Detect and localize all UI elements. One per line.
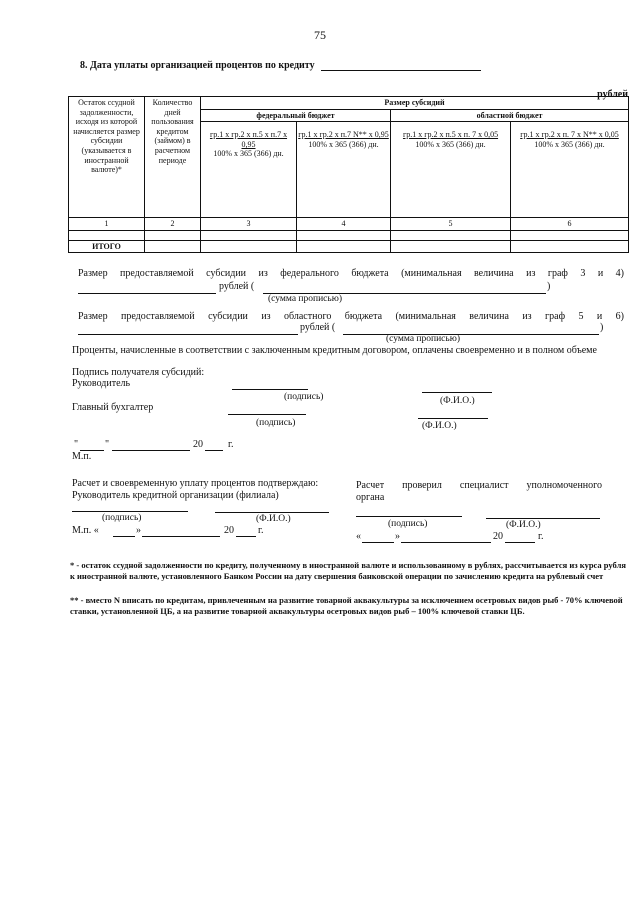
- data-cell[interactable]: [145, 230, 201, 240]
- right-date-day-field[interactable]: [362, 542, 394, 543]
- accountant-signature-field[interactable]: [228, 414, 306, 415]
- col-number-6: 6: [511, 218, 629, 231]
- total-row: [69, 240, 629, 253]
- bank-fio-field[interactable]: [215, 512, 329, 513]
- header-formula-3: [201, 122, 297, 218]
- header-subsidy: Размер субсидий: [201, 97, 629, 110]
- accountant-fio-field[interactable]: [418, 418, 488, 419]
- formula-6-numerator: гр.1 x гр.2 x п. 7 x N** x 0,05: [520, 130, 619, 140]
- footnote-2: ** - вместо N вписать по кредитам, привлеченным на развитие товарной аквакультуры за исключением осетровых видов рыб - 70% ключевой ставки, установленной ЦБ, а на развитие товарной аквакультуры осетровых видов рыб – 100% ключевой ставки ЦБ.: [70, 595, 623, 616]
- chief-accountant-label: Главный бухгалтер: [72, 402, 154, 413]
- left-date-mid: »: [136, 525, 141, 536]
- formula-5-denominator: 100% x 365 (366) дн.: [415, 139, 486, 149]
- total-label: ИТОГО: [69, 240, 145, 253]
- header-formula-5: [391, 122, 511, 218]
- header-days: Количество дней пользования кредитом (займом) в расчетном периоде: [145, 97, 201, 218]
- data-cell[interactable]: [391, 230, 511, 240]
- total-cell[interactable]: [201, 240, 297, 253]
- spec-fio-caption: (Ф.И.О.): [506, 520, 541, 530]
- date-quote-open: ": [74, 439, 79, 450]
- header-federal: федеральный бюджет: [201, 109, 391, 122]
- header-formula-6: [511, 122, 629, 218]
- bank-fio-caption: (Ф.И.О.): [256, 514, 291, 524]
- checked-word-2: проверил: [402, 480, 442, 491]
- right-date-year-suffix: г.: [538, 531, 544, 542]
- federal-subsidy-text: Размер предоставляемой субсидии из федерального бюджета (минимальная величина из граф 3 и 4): [78, 268, 624, 279]
- left-date-year-suffix: г.: [258, 525, 264, 536]
- accountant-fio-caption: (Ф.И.О.): [422, 421, 457, 431]
- interest-paid-statement: Проценты, начисленные в соответствии с заключенным кредитным договором, оплачены своевременно и в полном объеме: [72, 345, 597, 356]
- federal-amount-field[interactable]: [78, 293, 216, 294]
- formula-3-denominator: 100% x 365 (366) дн.: [213, 149, 284, 159]
- left-date-year-field[interactable]: [236, 536, 256, 537]
- spec-signature-field[interactable]: [356, 516, 462, 517]
- accountant-signature-caption: (подпись): [256, 418, 296, 428]
- regional-subsidy-text: Размер предоставляемой субсидии из областного бюджета (минимальная величина из граф 5 и 6): [78, 311, 624, 322]
- checked-line1: [356, 480, 602, 493]
- footnote-1: * - остаток ссудной задолженности по кредиту, полученному в иностранной валюте и использованному в рублях, рассчитывается из курса рубля к иностранной валюте, установленного Банком России на дату свершения банковской операции по зачислению кредита на рублевый счет: [70, 560, 626, 581]
- confirm-line2: Руководитель кредитной организации (филиала): [72, 490, 279, 501]
- formula-6-denominator: 100% x 365 (366) дн.: [534, 139, 605, 149]
- currency-unit: рублей: [597, 89, 628, 100]
- date-year-field[interactable]: [205, 450, 223, 451]
- total-cell[interactable]: [145, 240, 201, 253]
- col-number-5: 5: [391, 218, 511, 231]
- date-year-prefix: 20: [193, 439, 203, 450]
- total-cell[interactable]: [391, 240, 511, 253]
- col-number-2: 2: [145, 218, 201, 231]
- total-cell[interactable]: [511, 240, 629, 253]
- col-number-1: 1: [69, 218, 145, 231]
- right-date-month-field[interactable]: [401, 542, 491, 543]
- head-fio-field[interactable]: [422, 392, 492, 393]
- checked-word-4: уполномоченного: [526, 480, 602, 491]
- col-number-4: 4: [297, 218, 391, 231]
- head-fio-caption: (Ф.И.О.): [440, 396, 475, 406]
- data-cell[interactable]: [511, 230, 629, 240]
- confirm-line1: Расчет и своевременную уплату процентов подтверждаю:: [72, 478, 319, 489]
- right-date-mid: »: [395, 531, 400, 542]
- data-cell[interactable]: [201, 230, 297, 240]
- spec-fio-field[interactable]: [486, 518, 600, 519]
- regional-rub-label: рублей (: [300, 322, 336, 333]
- data-cell[interactable]: [69, 230, 145, 240]
- formula-4-numerator: гр.1 x гр.2 x п.7 N** x 0,95: [298, 130, 389, 140]
- table-row: [69, 230, 629, 240]
- bank-signature-caption: (подпись): [102, 513, 142, 523]
- left-date-year-prefix: 20: [224, 525, 234, 536]
- formula-3-numerator: гр.1 x гр.2 x п.5 x п.7 x 0,95: [209, 130, 288, 149]
- head-signature-field[interactable]: [232, 389, 308, 390]
- federal-words-caption: (сумма прописью): [268, 294, 342, 304]
- date-quote-close: ": [105, 439, 110, 450]
- header-balance: Остаток ссудной задолженности, исходя из которой начисляется размер субсидии (указывается в иностранной валюте)*: [69, 97, 145, 218]
- right-date-year-prefix: 20: [493, 531, 503, 542]
- date-year-suffix: г.: [228, 439, 234, 450]
- regional-amount-field[interactable]: [78, 334, 298, 335]
- spec-signature-caption: (подпись): [388, 519, 428, 529]
- checked-word-3: специалист: [459, 480, 509, 491]
- total-cell[interactable]: [297, 240, 391, 253]
- mp-label: М.п.: [72, 451, 92, 462]
- mp-date-left-prefix: М.п. «: [72, 525, 99, 536]
- checked-word-1: Расчет: [356, 480, 385, 491]
- col-number-3: 3: [201, 218, 297, 231]
- date-month-field[interactable]: [112, 450, 190, 451]
- regional-words-caption: (сумма прописью): [386, 334, 460, 344]
- formula-5-numerator: гр.1 x гр.2 x п.5 x п. 7 x 0,05: [402, 130, 499, 140]
- left-date-day-field[interactable]: [113, 536, 135, 537]
- head-label: Руководитель: [72, 378, 131, 389]
- formula-4-denominator: 100% x 365 (366) дн.: [308, 139, 379, 149]
- recipient-signature-label: Подпись получателя субсидий:: [72, 367, 205, 378]
- federal-rub-label: рублей (: [219, 281, 255, 292]
- right-date-open: «: [356, 531, 361, 542]
- regional-words-field[interactable]: [343, 334, 599, 335]
- regional-close-paren: ): [600, 322, 604, 333]
- right-date-year-field[interactable]: [505, 542, 535, 543]
- left-date-month-field[interactable]: [142, 536, 220, 537]
- header-formula-4: [297, 122, 391, 218]
- payment-date-field[interactable]: [321, 60, 481, 71]
- page-number: 75: [314, 28, 326, 42]
- bank-signature-field[interactable]: [72, 511, 188, 512]
- header-regional: областной бюджет: [391, 109, 629, 122]
- head-signature-caption: (подпись): [284, 392, 324, 402]
- data-cell[interactable]: [297, 230, 391, 240]
- federal-close-paren: ): [547, 281, 551, 292]
- section-8-text: 8. Дата уплаты организацией процентов по кредиту: [80, 60, 315, 71]
- checked-line2: органа: [356, 492, 385, 503]
- section-8-label: [80, 60, 481, 71]
- subsidy-table: [68, 96, 629, 253]
